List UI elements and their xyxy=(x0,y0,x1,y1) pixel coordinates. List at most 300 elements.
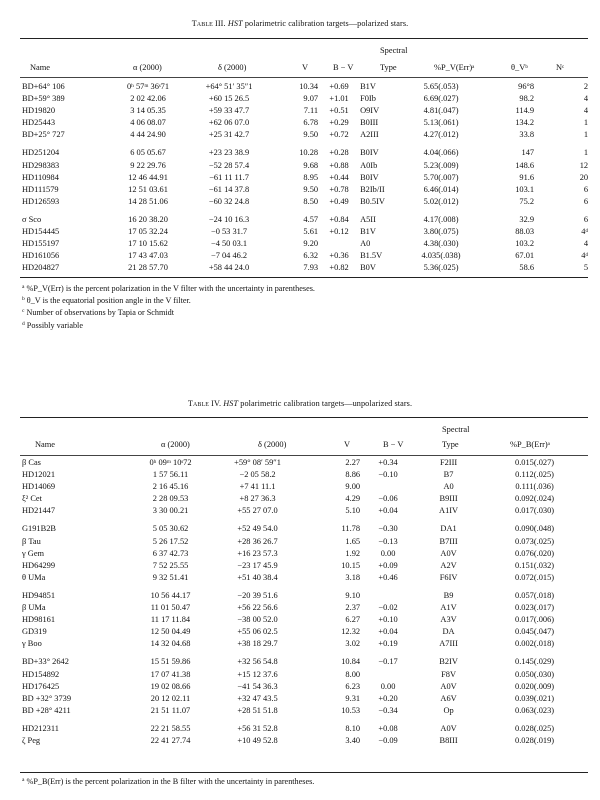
table3-header-sptype-2: Type xyxy=(380,63,397,72)
spectral-type: A1IV xyxy=(439,506,459,516)
table-row xyxy=(22,238,588,250)
table3-header-alpha: α (2000) xyxy=(133,63,162,72)
polarization-b: 0.063(.023) xyxy=(515,705,555,715)
v-mag: 10.15 xyxy=(341,560,361,570)
spectral-type: B1.5V xyxy=(360,251,383,261)
table-row xyxy=(22,250,588,262)
star-name: HD64299 xyxy=(22,560,56,570)
spectral-type: Op xyxy=(443,705,454,715)
table3-title-hst: HST xyxy=(227,19,243,28)
table-row xyxy=(22,638,588,650)
declination: +56 22 56.6 xyxy=(237,603,278,613)
footnote-mark: d xyxy=(22,320,25,327)
v-mag: 9.31 xyxy=(345,693,361,703)
declination: +28 36 26.7 xyxy=(237,536,278,546)
right-ascension: 5 05 30.62 xyxy=(152,524,189,534)
b-v-color: 0.00 xyxy=(380,681,396,691)
table4-body xyxy=(22,457,588,747)
star-name: GD319 xyxy=(22,627,47,637)
v-mag: 9.50 xyxy=(303,184,319,194)
declination: +8 27 36.3 xyxy=(239,494,276,504)
declination: −61 14 37.8 xyxy=(208,184,250,194)
declination: −7 04 46.2 xyxy=(210,251,248,261)
table4-header-delta: δ (2000) xyxy=(258,440,287,449)
polarization-b: 0.017(.030) xyxy=(515,506,555,516)
position-angle: 91.6 xyxy=(519,172,535,182)
footnote-text: θ_V is the equatorial position angle in the V filter. xyxy=(26,296,191,306)
table-row xyxy=(22,172,588,184)
b-v-color: +0.36 xyxy=(329,251,349,261)
polarization-b: 0.002(.018) xyxy=(515,639,555,649)
right-ascension: 1 57 56.11 xyxy=(152,470,189,480)
table-row xyxy=(22,735,588,747)
table-row xyxy=(22,656,588,668)
right-ascension: 21 28 57.70 xyxy=(128,263,168,273)
spectral-type: DA1 xyxy=(440,524,457,534)
declination: +25 31 42.7 xyxy=(208,130,250,140)
v-mag: 5.61 xyxy=(303,227,319,237)
right-ascension: 2 16 45.16 xyxy=(152,482,189,492)
v-mag: 5.10 xyxy=(345,506,361,516)
spectral-type: A5II xyxy=(360,214,376,224)
table3-header-rule xyxy=(20,77,588,78)
v-mag: 9.50 xyxy=(303,130,319,140)
table3-header-name: Name xyxy=(30,63,50,72)
star-name: ζ Peg xyxy=(22,735,41,745)
declination: −2 05 58.2 xyxy=(239,470,276,480)
polarization-b: 0.092(.024) xyxy=(515,494,555,504)
declination: −38 00 52.0 xyxy=(237,615,278,625)
polarization-b: 0.015(.027) xyxy=(515,458,555,467)
polarization-b: 0.111(.036) xyxy=(515,482,554,492)
star-name: HD154445 xyxy=(22,227,60,237)
b-v-color: +0.84 xyxy=(329,214,349,224)
table3-caption xyxy=(0,19,600,28)
polarization-b: 0.023(.017) xyxy=(515,603,555,613)
declination: −23 17 45.9 xyxy=(237,560,278,570)
spectral-type: A0V xyxy=(440,681,457,691)
spectral-type: A0V xyxy=(440,548,457,558)
right-ascension: 2 28 09.53 xyxy=(152,494,189,504)
polarization-v: 5.65(.053) xyxy=(423,82,459,91)
star-name: HD21447 xyxy=(22,506,56,516)
declination: +59 33 47.7 xyxy=(208,106,250,116)
b-v-color xyxy=(318,238,360,250)
footnote-text: Possibly variable xyxy=(26,320,83,330)
table-row xyxy=(22,523,588,535)
footnote-mark: c xyxy=(22,308,25,315)
spectral-type: B1V xyxy=(360,227,376,237)
right-ascension: 0ʰ 09ᵐ 10ˢ72 xyxy=(149,458,192,467)
spectral-type: A6V xyxy=(440,693,457,703)
b-v-color: 0.00 xyxy=(380,548,396,558)
spectral-type: B0.5IV xyxy=(360,196,385,206)
star-name: ξ² Cet xyxy=(22,494,42,504)
polarization-v: 5.36(.025) xyxy=(423,263,459,273)
declination: +59° 08′ 59″1 xyxy=(234,458,281,467)
polarization-b: 0.057(.018) xyxy=(515,590,555,600)
declination: +52 49 54.0 xyxy=(237,524,278,534)
spectral-type: B1V xyxy=(360,82,376,91)
table4-top-rule xyxy=(20,417,588,418)
spectral-type: B8III xyxy=(439,735,458,745)
table3-header-bv: B − V xyxy=(333,63,354,72)
v-mag: 3.02 xyxy=(345,639,361,649)
star-name: θ UMa xyxy=(22,572,46,582)
spectral-type: A3V xyxy=(440,615,457,625)
v-mag: 10.53 xyxy=(341,705,361,715)
v-mag: 7.93 xyxy=(303,263,319,273)
b-v-color: −0.10 xyxy=(378,470,398,480)
b-v-color: +0.08 xyxy=(378,723,398,733)
b-v-color: +0.04 xyxy=(378,627,398,637)
v-mag: 6.27 xyxy=(345,615,361,625)
observations-count: 6 xyxy=(583,184,589,194)
right-ascension: 9 22 29.76 xyxy=(130,160,166,170)
spectral-type: B2IV xyxy=(439,657,458,667)
observations-count: 12 xyxy=(579,160,589,170)
v-mag: 2.37 xyxy=(345,603,361,613)
position-angle: 134.2 xyxy=(515,118,535,128)
observations-count: 1 xyxy=(583,118,589,128)
table-row xyxy=(22,160,588,172)
polarization-v: 4.38(.030) xyxy=(423,239,459,249)
table3-header-theta: θ_Vᵇ xyxy=(511,63,528,72)
b-v-color: +0.09 xyxy=(378,560,398,570)
right-ascension: 2 02 42.06 xyxy=(130,94,166,104)
table-row xyxy=(22,93,588,105)
table-row xyxy=(22,469,588,481)
table-row xyxy=(22,481,588,493)
star-name: HD12021 xyxy=(22,470,56,480)
table4-notes xyxy=(22,775,314,787)
star-name: HD204827 xyxy=(22,263,60,273)
v-mag: 4.57 xyxy=(303,214,319,224)
right-ascension: 3 30 00.21 xyxy=(152,506,189,516)
v-mag: 2.27 xyxy=(345,458,361,467)
spectral-type: B0IV xyxy=(360,172,379,182)
polarization-v: 5.70(.007) xyxy=(423,172,459,182)
b-v-color: +0.20 xyxy=(378,693,398,703)
star-name: BD+33° 2642 xyxy=(22,657,69,667)
polarization-b: 0.017(.006) xyxy=(515,615,555,625)
observations-count: 2 xyxy=(583,82,589,91)
right-ascension: 21 51 11.07 xyxy=(150,705,191,715)
right-ascension: 10 56 44.17 xyxy=(150,590,191,600)
v-mag: 4.29 xyxy=(345,494,361,504)
right-ascension: 19 02 08.66 xyxy=(150,681,191,691)
footnote-text: Number of observations by Tapia or Schmidt xyxy=(26,308,175,318)
position-angle: 32.9 xyxy=(519,214,535,224)
footnote-text: %P_V(Err) is the percent polarization in the V filter with the uncertainty in parentheses. xyxy=(26,284,315,293)
b-v-color: +0.12 xyxy=(329,227,349,237)
star-name: HD19820 xyxy=(22,106,56,116)
observations-count: 4ᵈ xyxy=(581,227,589,237)
declination: +28 51 51.8 xyxy=(237,705,278,715)
declination: +62 06 07.0 xyxy=(208,118,250,128)
declination: −60 32 24.8 xyxy=(208,196,250,206)
spectral-type: A0Ib xyxy=(360,160,378,170)
right-ascension: 17 07 41.38 xyxy=(150,669,191,679)
spectral-type: B2Ib/II xyxy=(360,184,385,194)
declination: +64° 51′ 35″1 xyxy=(205,82,253,91)
spectral-type: A1V xyxy=(440,603,457,613)
spectral-type: DA xyxy=(442,627,455,637)
table4-bottom-rule xyxy=(20,772,588,773)
table3-header-delta: δ (2000) xyxy=(218,63,247,72)
right-ascension: 16 20 38.20 xyxy=(128,214,168,224)
footnote xyxy=(22,294,315,306)
declination: +10 49 52.8 xyxy=(237,735,278,745)
declination: −4 50 03.1 xyxy=(210,239,248,249)
b-v-color: −0.06 xyxy=(378,494,398,504)
right-ascension: 14 28 51.06 xyxy=(128,196,168,206)
v-mag: 9.00 xyxy=(345,482,361,492)
b-v-color: +0.78 xyxy=(329,184,349,194)
table-row xyxy=(22,214,588,226)
table3-title: polarimetric calibration targets—polarized stars. xyxy=(244,19,409,28)
star-name: HD14069 xyxy=(22,482,56,492)
v-mag: 10.28 xyxy=(299,148,319,158)
spectral-type: A2III xyxy=(360,130,379,140)
b-v-color xyxy=(360,481,416,493)
b-v-color: +0.88 xyxy=(329,160,349,170)
v-mag: 8.10 xyxy=(345,723,361,733)
star-name: γ Gem xyxy=(22,548,45,558)
spectral-type: B7III xyxy=(439,536,458,546)
v-mag: 1.92 xyxy=(345,548,361,558)
star-name: HD212311 xyxy=(22,723,59,733)
star-name: HD111579 xyxy=(22,184,59,194)
right-ascension: 20 12 02.11 xyxy=(150,693,191,703)
b-v-color xyxy=(360,669,416,681)
footnote xyxy=(22,282,315,294)
position-angle: 114.9 xyxy=(515,106,535,116)
polarization-b: 0.145(.029) xyxy=(515,657,555,667)
table-row xyxy=(22,105,588,117)
table4-title: polarimetric calibration targets—unpolarized stars. xyxy=(240,399,413,408)
star-name: HD155197 xyxy=(22,239,60,249)
polarization-b: 0.112(.025) xyxy=(515,470,554,480)
polarization-b: 0.151(.032) xyxy=(515,560,555,570)
table4-caption xyxy=(0,399,600,408)
table-row xyxy=(22,536,588,548)
polarization-v: 4.04(.066) xyxy=(423,148,459,158)
table-row xyxy=(22,626,588,638)
declination: +51 40 38.4 xyxy=(237,572,278,582)
table-row xyxy=(22,505,588,517)
v-mag: 9.10 xyxy=(345,590,361,600)
b-v-color: +0.28 xyxy=(329,148,349,158)
b-v-color: −0.30 xyxy=(378,524,398,534)
right-ascension: 14 32 04.68 xyxy=(150,639,191,649)
spectral-type: F2III xyxy=(439,458,458,467)
declination: −20 39 51.6 xyxy=(237,590,278,600)
polarization-b: 0.073(.025) xyxy=(515,536,555,546)
table-row xyxy=(22,693,588,705)
observations-count: 5 xyxy=(583,263,589,273)
table-row xyxy=(22,226,588,238)
right-ascension: 15 51 59.86 xyxy=(150,657,191,667)
v-mag: 8.50 xyxy=(303,196,319,206)
table4-header-sptype-1: Spectral xyxy=(442,425,470,434)
position-angle: 75.2 xyxy=(519,196,535,206)
v-mag: 9.68 xyxy=(303,160,319,170)
table-row xyxy=(22,572,588,584)
footnote-mark: b xyxy=(22,296,25,303)
right-ascension: 9 32 51.41 xyxy=(152,572,189,582)
b-v-color: +0.10 xyxy=(378,615,398,625)
polarization-v: 5.23(.009) xyxy=(423,160,459,170)
star-name: HD126593 xyxy=(22,196,60,206)
table3-top-rule xyxy=(20,38,588,39)
position-angle: 103.1 xyxy=(515,184,535,194)
polarization-b: 0.090(.048) xyxy=(515,524,555,534)
observations-count: 4 xyxy=(583,106,589,116)
b-v-color: −0.09 xyxy=(378,735,398,745)
star-name: BD+25° 727 xyxy=(22,130,65,140)
b-v-color: −0.13 xyxy=(378,536,398,546)
star-name: G191B2B xyxy=(22,524,56,534)
footnote xyxy=(22,319,315,331)
right-ascension: 7 52 25.55 xyxy=(152,560,189,570)
observations-count: 4ᵈ xyxy=(581,251,589,261)
right-ascension: 12 46 44.91 xyxy=(128,172,168,182)
polarization-b: 0.076(.020) xyxy=(515,548,555,558)
polarization-v: 4.17(.008) xyxy=(423,214,459,224)
position-angle: 88.03 xyxy=(515,227,535,237)
table4-title-hst: HST xyxy=(223,399,239,408)
table4-header-alpha: α (2000) xyxy=(161,440,190,449)
right-ascension: 0ʰ 57ᵐ 36ˢ71 xyxy=(126,82,170,91)
position-angle: 96°8 xyxy=(518,82,535,91)
b-v-color: +0.34 xyxy=(378,458,398,467)
table-row xyxy=(22,614,588,626)
spectral-type: B9 xyxy=(443,590,454,600)
polarization-b: 0.028(.019) xyxy=(515,735,555,745)
declination: +16 23 57.3 xyxy=(237,548,278,558)
right-ascension: 11 01 50.47 xyxy=(150,603,191,613)
observations-count: 1 xyxy=(583,148,589,158)
declination: −61 11 11.7 xyxy=(209,172,249,182)
table-row xyxy=(22,705,588,717)
spectral-type: F6IV xyxy=(439,572,458,582)
b-v-color: +1.01 xyxy=(329,94,349,104)
star-name: BD +32° 3739 xyxy=(22,693,72,703)
declination: +7 41 11.1 xyxy=(239,482,276,492)
table-row xyxy=(22,457,588,469)
polarization-v: 6.69(.027) xyxy=(423,94,459,104)
b-v-color: −0.34 xyxy=(378,705,398,715)
table-row xyxy=(22,147,588,159)
polarization-b: 0.045(.047) xyxy=(515,627,555,637)
spectral-type: B9III xyxy=(439,494,458,504)
declination: −52 28 57.4 xyxy=(208,160,250,170)
table3-header-n: Nᶜ xyxy=(556,63,565,72)
footnote-text: %P_B(Err) is the percent polarization in the B filter with the uncertainty in parentheses. xyxy=(26,777,315,786)
declination: +32 56 54.8 xyxy=(237,657,278,667)
right-ascension: 17 43 47.03 xyxy=(128,251,168,261)
b-v-color: +0.29 xyxy=(329,118,349,128)
declination: +56 31 52.8 xyxy=(237,723,278,733)
table-row xyxy=(22,493,588,505)
v-mag: 7.11 xyxy=(303,106,319,116)
table-row xyxy=(22,81,588,93)
position-angle: 98.2 xyxy=(519,94,535,104)
right-ascension: 6 05 05.67 xyxy=(130,148,166,158)
b-v-color: +0.19 xyxy=(378,639,398,649)
table-row xyxy=(22,723,588,735)
spectral-type: O9IV xyxy=(360,106,380,116)
table4-header-name: Name xyxy=(35,440,55,449)
table3-header-pv: %P_V(Err)ᵃ xyxy=(434,63,475,72)
star-name: BD+59° 389 xyxy=(22,94,65,104)
table-row xyxy=(22,590,588,602)
spectral-type: B0V xyxy=(360,263,376,273)
table3-header-sptype-1: Spectral xyxy=(380,46,408,55)
spectral-type: A0 xyxy=(360,239,371,249)
right-ascension: 6 37 42.73 xyxy=(152,548,189,558)
polarization-v: 4.27(.012) xyxy=(423,130,459,140)
spectral-type: F0Ib xyxy=(360,94,376,104)
star-name: HD176425 xyxy=(22,681,60,691)
observations-count: 1 xyxy=(583,130,589,140)
position-angle: 33.8 xyxy=(519,130,535,140)
spectral-type: B0III xyxy=(360,118,379,128)
star-name: γ Boo xyxy=(22,639,42,649)
right-ascension: 4 06 08.07 xyxy=(130,118,166,128)
spectral-type: A2V xyxy=(440,560,457,570)
v-mag: 8.86 xyxy=(345,470,361,480)
declination: +38 18 29.7 xyxy=(237,639,278,649)
star-name: HD98161 xyxy=(22,615,56,625)
spectral-type: F8V xyxy=(441,669,457,679)
table4-header-pb: %P_B(Err)ᵃ xyxy=(510,440,550,449)
v-mag: 3.40 xyxy=(345,735,361,745)
spectral-type: B0IV xyxy=(360,148,379,158)
polarization-v: 5.13(.061) xyxy=(423,118,459,128)
declination: +55 27 07.0 xyxy=(237,506,278,516)
observations-count: 4 xyxy=(583,94,589,104)
table-row xyxy=(22,184,588,196)
b-v-color: +0.69 xyxy=(329,82,349,91)
position-angle: 103.2 xyxy=(515,239,535,249)
polarization-b: 0.028(.025) xyxy=(515,723,555,733)
table-row xyxy=(22,548,588,560)
position-angle: 147 xyxy=(521,148,535,158)
b-v-color: +0.04 xyxy=(378,506,398,516)
table-row xyxy=(22,196,588,208)
declination: −24 10 16.3 xyxy=(208,214,250,224)
polarization-b: 0.039(.021) xyxy=(515,693,555,703)
spectral-type: A0V xyxy=(440,723,457,733)
polarization-v: 4.035(.038) xyxy=(421,251,461,261)
v-mag: 9.07 xyxy=(303,94,319,104)
b-v-color: +0.44 xyxy=(329,172,349,182)
right-ascension: 17 05 32.24 xyxy=(128,227,168,237)
star-name: HD110984 xyxy=(22,172,59,182)
b-v-color: −0.17 xyxy=(378,657,398,667)
polarization-v: 4.81(.047) xyxy=(423,106,459,116)
b-v-color: −0.02 xyxy=(378,603,398,613)
observations-count: 4 xyxy=(583,239,589,249)
v-mag: 6.23 xyxy=(345,681,361,691)
b-v-color: +0.72 xyxy=(329,130,349,140)
declination: +58 44 24.0 xyxy=(208,263,250,273)
star-name: HD154892 xyxy=(22,669,60,679)
table-row xyxy=(22,669,588,681)
v-mag: 8.95 xyxy=(303,172,319,182)
